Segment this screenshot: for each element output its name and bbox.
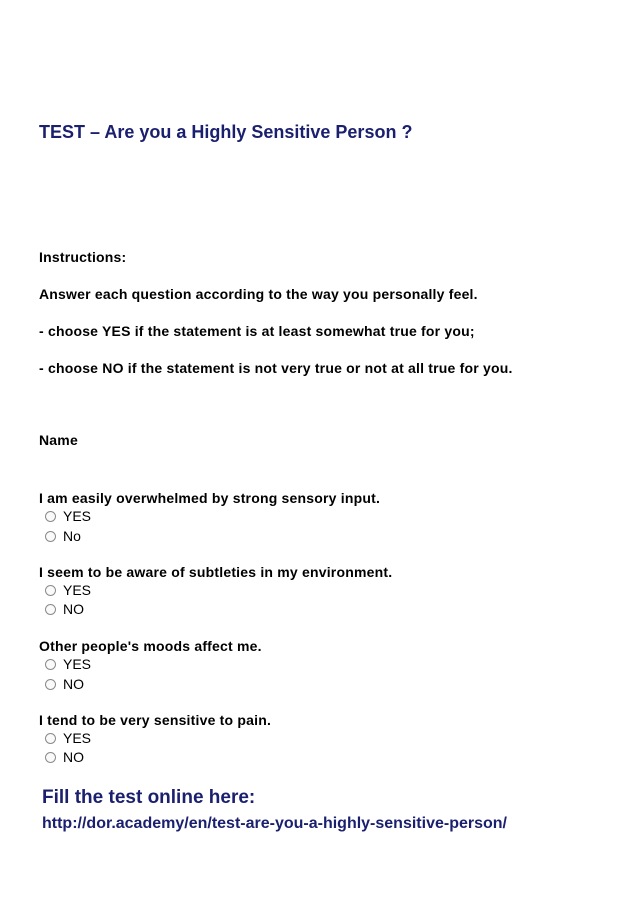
option-label: YES xyxy=(63,582,92,598)
radio-button-icon[interactable] xyxy=(45,511,56,522)
instructions-line-3: - choose NO if the statement is not very true or not at all true for you. xyxy=(39,360,513,376)
question-3-option-yes[interactable] xyxy=(44,655,91,673)
instructions-line-1: Answer each question according to the way you personally feel. xyxy=(39,286,478,302)
instructions-heading: Instructions: xyxy=(39,249,127,265)
option-label: NO xyxy=(63,676,84,692)
page-title: TEST – Are you a Highly Sensitive Person ? xyxy=(39,122,413,142)
test-online-link[interactable]: http://dor.academy/en/test-are-you-a-highly-sensitive-person/ xyxy=(42,815,507,832)
question-1-text: I am easily overwhelmed by strong sensory input. xyxy=(39,490,381,506)
question-2-option-no[interactable] xyxy=(44,600,84,618)
question-3-option-no[interactable] xyxy=(44,675,84,693)
radio-button-icon[interactable] xyxy=(45,531,56,542)
question-2-text: I seem to be aware of subtleties in my environment. xyxy=(39,564,393,580)
question-4-option-no[interactable] xyxy=(44,748,84,766)
option-label: YES xyxy=(63,656,92,672)
option-label: YES xyxy=(63,508,92,524)
question-2-option-yes[interactable] xyxy=(44,581,91,599)
radio-button-icon[interactable] xyxy=(45,604,56,615)
question-4-option-yes[interactable] xyxy=(44,729,91,747)
option-label: No xyxy=(63,528,81,544)
question-3-text: Other people's moods affect me. xyxy=(39,638,262,654)
radio-button-icon[interactable] xyxy=(45,585,56,596)
question-4-text: I tend to be very sensitive to pain. xyxy=(39,712,272,728)
radio-button-icon[interactable] xyxy=(45,679,56,690)
radio-button-icon[interactable] xyxy=(45,733,56,744)
name-label: Name xyxy=(39,432,78,448)
radio-button-icon[interactable] xyxy=(45,659,56,670)
option-label: YES xyxy=(63,730,92,746)
option-label: NO xyxy=(63,749,84,765)
question-1-option-yes[interactable] xyxy=(44,507,91,525)
instructions-line-2: - choose YES if the statement is at least somewhat true for you; xyxy=(39,323,475,339)
fill-online-heading: Fill the test online here: xyxy=(42,787,256,808)
radio-button-icon[interactable] xyxy=(45,752,56,763)
option-label: NO xyxy=(63,601,84,617)
question-1-option-no[interactable] xyxy=(44,527,81,545)
